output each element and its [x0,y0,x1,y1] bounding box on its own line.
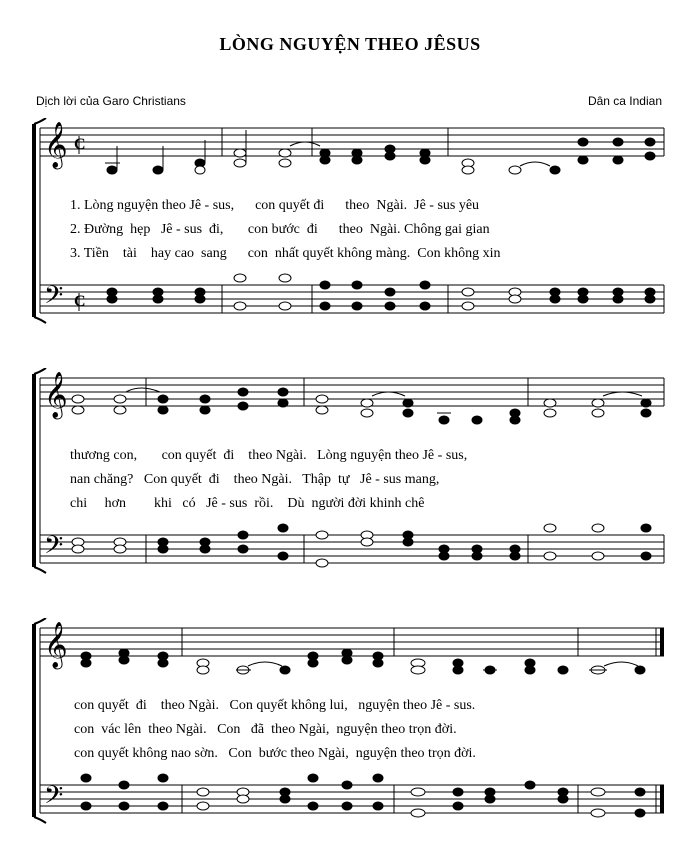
treble-clef-icon: 𝄞 [44,622,68,668]
time-signature-treble: C [74,136,86,153]
system-3-verse-2: con vác lên theo Ngài. Con đã theo Ngài, nguyện theo trọn đời. [74,722,457,737]
system-3-verse-1: con quyết đi theo Ngài. Con quyết không lui, nguyện theo Jê - sus. [74,698,476,713]
system-1-verse-3: 3. Tiền tài hay cao sang con nhất quyết không màng. Con không xin [70,246,501,261]
system-1-verse-2: 2. Đường hẹp Jê - sus đi, con bước đi theo Ngài. Chông gai gian [70,222,490,237]
bass-clef-icon: 𝄢 [44,781,64,816]
song-title: LÒNG NGUYỆN THEO JÊSUS [219,34,481,54]
system-2-verse-2: nan chăng? Con quyết đi theo Ngài. Thập tự Jê - sus mang, [70,472,440,487]
system-1-verse-1: 1. Lòng nguyện theo Jê - sus, con quyết đi theo Ngài. Jê - sus yêu [70,198,480,213]
system-2-verse-1: thương con, con quyết đi theo Ngài. Lòng nguyện theo Jê - sus, [70,448,468,463]
translator-credit: Dịch lời của Garo Christians [36,94,186,108]
time-signature-bass: C [74,293,86,310]
composer-credit: Dân ca Indian [587,94,662,108]
treble-notes-1 [105,130,655,174]
bass-clef-icon: 𝄢 [44,531,64,566]
bass-clef-icon: 𝄢 [44,281,64,316]
treble-clef-icon: 𝄞 [44,372,68,418]
system-3-verse-3: con quyết không nao sờn. Con bước theo Ngài, nguyện theo trọn đời. [74,746,476,761]
treble-clef-icon: 𝄞 [44,122,68,168]
system-2-verse-3: chi hơn khi có Jê - sus rồi. Dù người đời khinh chê [70,496,425,511]
bass-staff [40,285,664,313]
